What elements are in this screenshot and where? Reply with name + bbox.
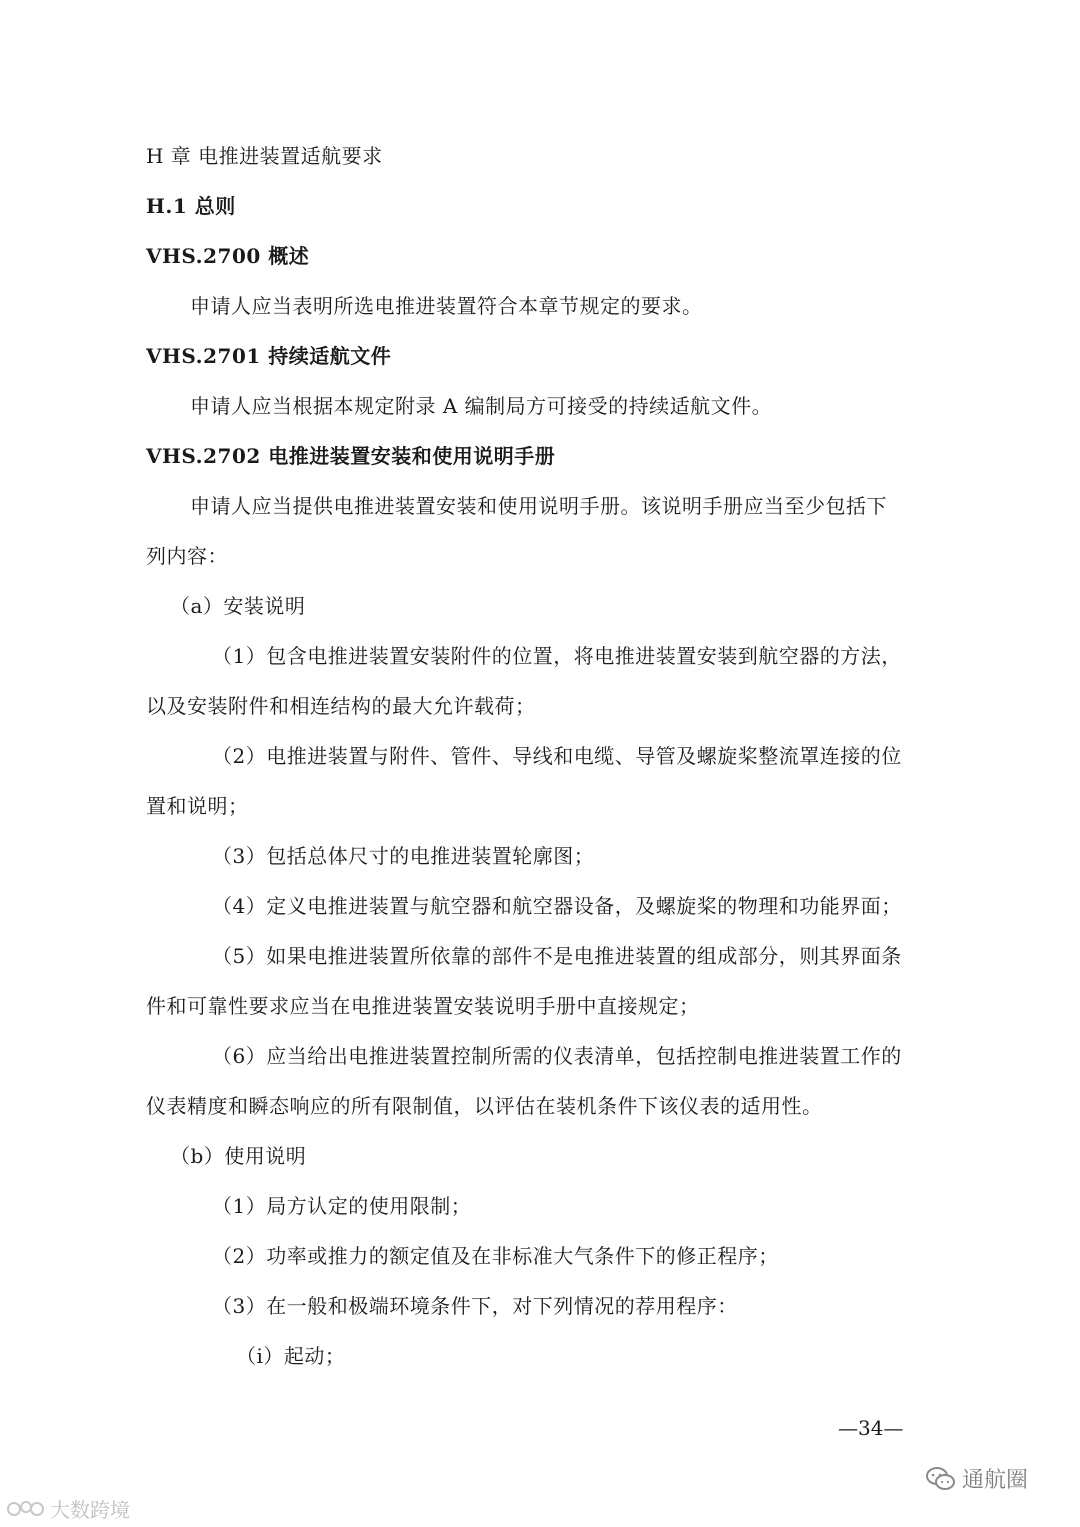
usage-item-1: （1）局方认定的使用限制； (212, 1194, 472, 1218)
install-item-5-line2: 件和可靠性要求应当在电推进装置安装说明手册中直接规定； (146, 994, 700, 1018)
install-item-3: （3）包括总体尺寸的电推进装置轮廓图； (212, 844, 595, 868)
clause-heading-2700: VHS.2700 概述 (146, 244, 310, 268)
clause-heading-2701: VHS.2701 持续适航文件 (146, 344, 392, 368)
install-item-4: （4）定义电推进装置与航空器和航空器设备，及螺旋桨的物理和功能界面； (212, 894, 902, 918)
clause-text-2701: 申请人应当根据本规定附录 A 编制局方可接受的持续适航文件。 (190, 394, 773, 418)
clause-text-2700: 申请人应当表明所选电推进装置符合本章节规定的要求。 (190, 294, 703, 318)
install-title: （a）安装说明 (170, 594, 306, 618)
install-item-6-line2: 仪表精度和瞬态响应的所有限制值，以评估在装机条件下该仪表的适用性。 (146, 1094, 823, 1118)
usage-item-3: （3）在一般和极端环境条件下，对下列情况的荐用程序： (212, 1294, 738, 1318)
install-item-1-line1: （1）包含电推进装置安装附件的位置，将电推进装置安装到航空器的方法， (212, 644, 902, 668)
watermark-right (926, 1463, 1028, 1494)
chapter-title: H 章 电推进装置适航要求 (146, 144, 383, 168)
usage-item-2: （2）功率或推力的额定值及在非标准大气条件下的修正程序； (212, 1244, 779, 1268)
usage-title: （b）使用说明 (170, 1144, 307, 1168)
install-item-2-line2: 置和说明； (146, 794, 249, 818)
clause-text-2702-line2: 列内容： (146, 544, 228, 568)
clause-heading-2702: VHS.2702 电推进装置安装和使用说明手册 (146, 444, 556, 468)
install-item-6-line1: （6）应当给出电推进装置控制所需的仪表清单，包括控制电推进装置工作的 (212, 1044, 902, 1068)
install-item-1-line2: 以及安装附件和相连结构的最大允许载荷； (146, 694, 536, 718)
wechat-icon (926, 1466, 956, 1492)
install-item-5-line1: （5）如果电推进装置所依靠的部件不是电推进装置的组成部分，则其界面条 (212, 944, 902, 968)
watermark-left (6, 1494, 130, 1523)
page-number: —34— (838, 1416, 904, 1440)
watermark-left-text: 大数跨境 (50, 1498, 130, 1522)
install-item-2-line1: （2）电推进装置与附件、管件、导线和电缆、导管及螺旋桨整流罩连接的位 (212, 744, 902, 768)
clause-text-2702-line1: 申请人应当提供电推进装置安装和使用说明手册。该说明手册应当至少包括下 (190, 494, 887, 518)
usage-sub-item-i: （i）起动； (236, 1344, 346, 1368)
watermark-right-text: 通航圈 (962, 1468, 1029, 1493)
watermark-logo-icon (6, 1497, 46, 1521)
section-title: H.1 总则 (146, 194, 236, 218)
